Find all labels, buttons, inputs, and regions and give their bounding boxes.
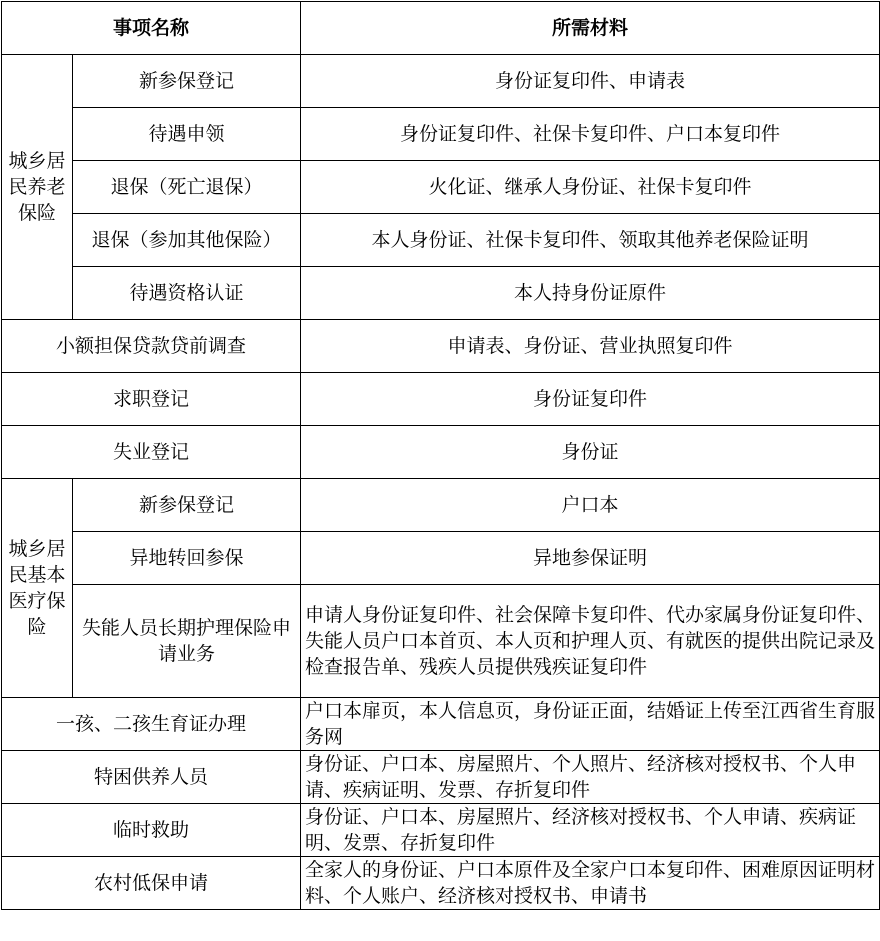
table-row xyxy=(2,804,880,857)
item-name: 新参保登记 xyxy=(73,479,301,532)
item-materials: 异地参保证明 xyxy=(301,532,880,585)
item-name: 农村低保申请 xyxy=(2,857,301,910)
item-name: 异地转回参保 xyxy=(73,532,301,585)
item-name: 一孩、二孩生育证办理 xyxy=(2,698,301,751)
item-materials: 身份证复印件、申请表 xyxy=(301,55,880,108)
item-materials: 身份证复印件、社保卡复印件、户口本复印件 xyxy=(301,108,880,161)
group-medical-insurance: 城乡居民基本医疗保险 xyxy=(2,479,73,698)
item-materials: 全家人的身份证、户口本原件及全家户口本复印件、困难原因证明材料、个人账户、经济核对授权书、申请书 xyxy=(301,857,880,910)
item-name: 特困供养人员 xyxy=(2,751,301,804)
item-materials: 身份证复印件 xyxy=(301,373,880,426)
item-name: 求职登记 xyxy=(2,373,301,426)
group-pension-insurance: 城乡居民养老保险 xyxy=(2,55,73,320)
item-name: 临时救助 xyxy=(2,804,301,857)
item-name: 新参保登记 xyxy=(73,55,301,108)
item-name: 待遇申领 xyxy=(73,108,301,161)
item-materials: 本人持身份证原件 xyxy=(301,267,880,320)
item-name: 小额担保贷款贷前调查 xyxy=(2,320,301,373)
materials-table xyxy=(1,1,880,910)
item-materials: 户口本 xyxy=(301,479,880,532)
item-name: 失业登记 xyxy=(2,426,301,479)
table-row xyxy=(2,857,880,910)
table-row xyxy=(2,373,880,426)
header-row xyxy=(2,2,880,55)
table-row xyxy=(2,585,880,698)
table-row xyxy=(2,55,880,108)
table-row xyxy=(2,108,880,161)
item-materials: 身份证、户口本、房屋照片、经济核对授权书、个人申请、疾病证明、发票、存折复印件 xyxy=(301,804,880,857)
item-materials: 本人身份证、社保卡复印件、领取其他养老保险证明 xyxy=(301,214,880,267)
item-materials: 火化证、继承人身份证、社保卡复印件 xyxy=(301,161,880,214)
header-materials: 所需材料 xyxy=(301,2,880,55)
item-materials: 申请人身份证复印件、社会保障卡复印件、代办家属身份证复印件、失能人员户口本首页、本人页和护理人页、有就医的提供出院记录及检查报告单、残疾人员提供残疾证复印件 xyxy=(301,585,880,698)
table-row xyxy=(2,698,880,751)
table-row xyxy=(2,267,880,320)
table-row xyxy=(2,426,880,479)
table-row xyxy=(2,479,880,532)
item-materials: 户口本扉页，本人信息页，身份证正面，结婚证上传至江西省生育服务网 xyxy=(301,698,880,751)
item-name: 失能人员长期护理保险申请业务 xyxy=(73,585,301,698)
table-row xyxy=(2,751,880,804)
table-row xyxy=(2,320,880,373)
item-materials: 身份证 xyxy=(301,426,880,479)
item-materials: 身份证、户口本、房屋照片、个人照片、经济核对授权书、个人申请、疾病证明、发票、存折复印件 xyxy=(301,751,880,804)
table-row xyxy=(2,214,880,267)
item-name: 退保（死亡退保） xyxy=(73,161,301,214)
table-row xyxy=(2,532,880,585)
item-materials: 申请表、身份证、营业执照复印件 xyxy=(301,320,880,373)
header-item-name: 事项名称 xyxy=(2,2,301,55)
item-name: 待遇资格认证 xyxy=(73,267,301,320)
table-row xyxy=(2,161,880,214)
item-name: 退保（参加其他保险） xyxy=(73,214,301,267)
